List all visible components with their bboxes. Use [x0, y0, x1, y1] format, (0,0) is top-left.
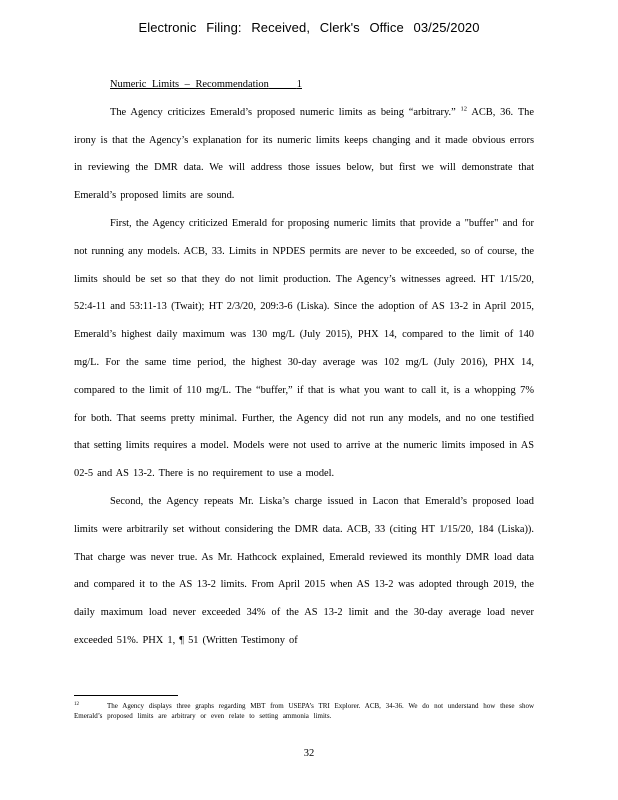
filing-stamp-header: Electronic Filing: Received, Clerk's Office 03/25/2020 [138, 20, 480, 35]
paragraph-1-text-before-ref: The Agency criticizes Emerald’s proposed numeric limits as being “arbitrary.” [110, 106, 456, 118]
paragraph-3: Second, the Agency repeats Mr. Liska’s charge issued in Lacon that Emerald’s proposed load limits were arbitrarily set without considering the DMR data. ACB, 33 (citing HT 1/15/20, 184 (Liska)). That charge was never true. As Mr. Hathcock explained, Emerald reviewed its monthly DMR load data and compared it to the AS 13-2 limits. From April 2015 when AS 13-2 was adopted through 2019, the daily maximum load never exceeded 34% of the AS 13-2 limit and the 30-day average load never exceeded 51%. PHX 1, ¶ 51 (Written Testimony of [74, 495, 534, 646]
footnote-number: 12 [74, 701, 79, 707]
footnote-reference: 12 [460, 105, 468, 113]
paragraph-1 [74, 99, 534, 210]
document-body [74, 71, 534, 655]
footnote-text: The Agency displays three graphs regarding MBT from USEPA’s TRI Explorer. ACB, 34-36. We do not understand how these show Emerald’s proposed limits are arbitrary or even relate to setting ammonia limits. [74, 702, 534, 720]
section-heading [74, 71, 534, 99]
footnote [74, 701, 534, 721]
section-heading-text: Numeric Limits – Recommendation [110, 79, 269, 90]
footnote-divider [74, 695, 178, 696]
section-heading-number: 1 [296, 79, 302, 90]
paragraph-1-text-after-ref: ACB, 36. The irony is that the Agency’s explanation for its numeric limits keeps changing and it made obvious errors in reviewing the DMR data. We will address those issues below, but first we will demonstrate that Emerald’s proposed limits are sound. [74, 106, 534, 202]
page-number: 32 [303, 748, 315, 759]
paragraph-2: First, the Agency criticized Emerald for proposing numeric limits that provide a "buffer" and for not running any models. ACB, 33. Limits in NPDES permits are never to be exceeded, so of course, the limits should be set so that they do not limit production. The Agency’s witnesses agreed. HT 1/15/20, 52:4-11 and 53:11-13 (Twait); HT 2/3/20, 209:3-6 (Liska). Since the adoption of AS 13-2 in April 2015, Emerald’s highest daily maximum was 130 mg/L (July 2015), PHX 14, compared to the limit of 140 mg/L. For the same time period, the highest 30-day average was 102 mg/L (July 2016), PHX 14, compared to the limit of 110 mg/L. The “buffer,” if that is what you want to call it, is a whopping 7% for both. That seems pretty minimal. Further, the Agency did not run any models, and no one testified that setting limits requires a model. Models were not used to arrive at the numeric limits imposed in AS 02-5 and AS 13-2. There is no requirement to use a model. [74, 217, 534, 480]
